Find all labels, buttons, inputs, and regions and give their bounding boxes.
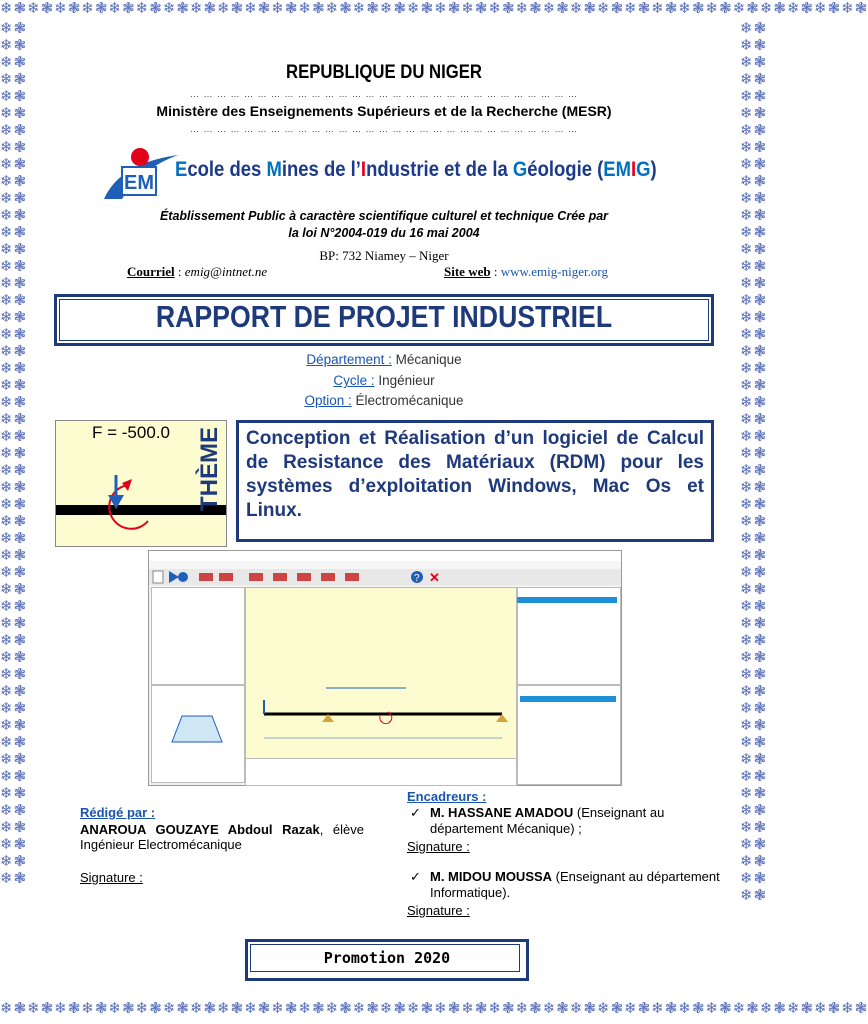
- decorative-border-right: ❄❃❄❃❄❃❄❃❄❃❄❃❄❃❄❃❄❃❄❃❄❃❄❃❄❃❄❃❄❃❄❃❄❃❄❃❄❃❄❃❄❃❄❃❄❃❄❃❄❃❄❃❄❃❄❃❄❃❄❃❄❃❄❃❄❃❄❃❄❃❄❃❄❃❄❃❄❃❄❃❄❃❄❃❄❃❄❃❄❃❄❃❄❃❄❃❄❃❄❃❄❃❄❃: [740, 19, 768, 904]
- check-icon: ✓: [410, 805, 421, 820]
- svg-text:EM: EM: [124, 172, 154, 194]
- option-line: Option : Électromécanique: [304, 393, 464, 408]
- supervisor-1-signature-label: Signature :: [407, 839, 470, 854]
- website-line: Site web : www.emig-niger.org: [444, 264, 608, 279]
- theme-text: Conception et Réalisation d’un logiciel de Calcul de Resistance des Matériaux (RDM) pour les systèmes d’exploitation Windows, Mac Os et Linux.: [246, 428, 704, 521]
- school-name: Ecole des Mines de l’Industrie et de la Géologie (EMIG): [175, 158, 657, 181]
- supervisors-label: Encadreurs :: [407, 789, 487, 804]
- email-link[interactable]: emig@intnet.ne: [184, 264, 268, 279]
- department-line: Département : Mécanique: [306, 352, 462, 367]
- written-by-label: Rédigé par :: [80, 805, 156, 820]
- ministry-name: Ministère des Enseignements Supérieurs et de la Recherche (MESR): [156, 103, 612, 119]
- check-icon: ✓: [410, 869, 421, 884]
- author-name: ANAROUA GOUZAYE Abdoul Razak: [80, 822, 320, 837]
- software-screenshot: [148, 550, 622, 786]
- report-title: RAPPORT DE PROJET INDUSTRIEL: [155, 299, 613, 334]
- postal-address: BP: 732 Niamey – Niger: [319, 248, 449, 263]
- country-title: REPUBLIQUE DU NIGER: [285, 62, 483, 83]
- author-info: ANAROUA GOUZAYE Abdoul Razak, élève Ingénieur Electromécanique: [80, 822, 364, 852]
- author-signature-label: Signature :: [80, 870, 143, 885]
- decorative-border-top: ❄❃❄❃❄❃❄❃❄❃❄❃❄❃❄❃❄❃❄❃❄❃❄❃❄❃❄❃❄❃❄❃❄❃❄❃❄❃❄❃❄❃❄❃❄❃❄❃❄❃❄❃❄❃❄❃❄❃❄❃❄❃❄❃: [0, 0, 868, 17]
- email-line: Courriel : emig@intnet.ne: [127, 264, 268, 279]
- theme-label: [196, 420, 234, 540]
- supervisor-1: ✓ M. HASSANE AMADOU (Enseignant au département Mécanique) ;: [410, 805, 665, 836]
- dotted-separator: … … … … … … … … … … … … … … … … … … … … … … … … … … … … …: [189, 89, 578, 99]
- establishment-line-2: la loi N°2004-019 du 16 mai 2004: [288, 226, 480, 240]
- supervisor-2-signature-label: Signature :: [407, 903, 470, 918]
- establishment-line-1: Établissement Public à caractère scientifique culturel et technique Crée par: [159, 209, 609, 223]
- establishment-description: [120, 208, 648, 242]
- decorative-border-bottom: ❄❃❄❃❄❃❄❃❄❃❄❃❄❃❄❃❄❃❄❃❄❃❄❃❄❃❄❃❄❃❄❃❄❃❄❃❄❃❄❃❄❃❄❃❄❃❄❃❄❃❄❃❄❃❄❃❄❃❄❃❄❃❄❃: [0, 999, 868, 1017]
- svg-text:?: ?: [414, 573, 420, 584]
- decorative-border-left: ❄❃❄❃❄❃❄❃❄❃❄❃❄❃❄❃❄❃❄❃❄❃❄❃❄❃❄❃❄❃❄❃❄❃❄❃❄❃❄❃❄❃❄❃❄❃❄❃❄❃❄❃❄❃❄❃❄❃❄❃❄❃❄❃❄❃❄❃❄❃❄❃❄❃❄❃❄❃❄❃❄❃❄❃❄❃❄❃❄❃❄❃❄❃❄❃❄❃❄❃❄❃: [0, 19, 28, 887]
- website-link[interactable]: www.emig-niger.org: [500, 264, 608, 279]
- supervisor-2: ✓ M. MIDOU MOUSSA (Enseignant au département Informatique).: [410, 869, 720, 900]
- promotion-label: Promotion 2020: [323, 949, 451, 967]
- force-label: F = -500.0: [92, 423, 170, 442]
- cycle-line: Cycle : Ingénieur: [333, 373, 435, 388]
- svg-text:THÈME: THÈME: [196, 427, 223, 511]
- dotted-separator: … … … … … … … … … … … … … … … … … … … … … … … … … … … … …: [189, 124, 578, 134]
- svg-text:✕: ✕: [429, 570, 440, 585]
